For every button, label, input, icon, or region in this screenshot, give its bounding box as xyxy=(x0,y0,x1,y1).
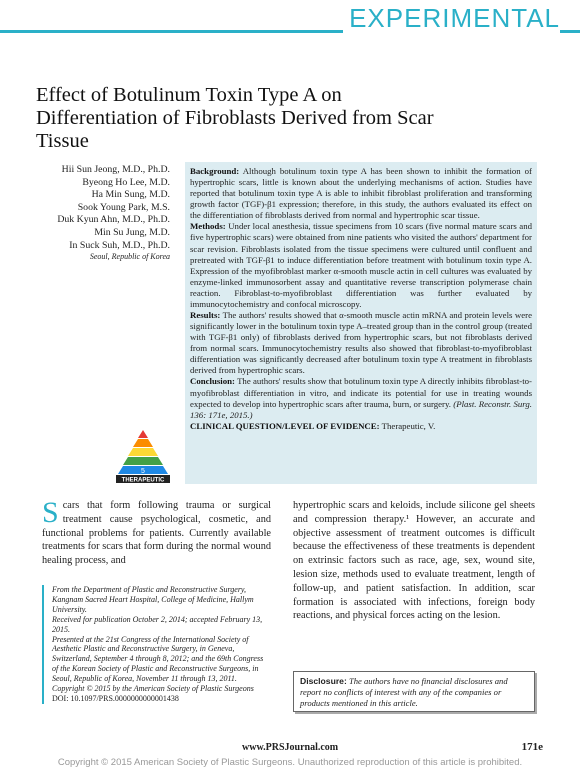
author: Hii Sun Jeong, M.D., Ph.D. xyxy=(61,164,170,175)
conclusion-label: Conclusion: xyxy=(190,376,235,387)
affiliation-note xyxy=(42,585,271,704)
journal-url[interactable]: www.PRSJournal.com xyxy=(242,742,339,753)
affiliation-copyright: Copyright © 2015 by the American Society of Plastic Surgeons xyxy=(52,684,254,694)
disclosure-box xyxy=(293,671,535,712)
affiliation-from: From the Department of Plastic and Reconstructive Surgery, Kangnam Sacred Heart Hospital, College of Medicine, Hallym University. xyxy=(52,585,254,614)
author: Duk Kyun Ahn, M.D., Ph.D. xyxy=(57,214,170,226)
body-text-1: cars that form following trauma or surgical treatment cause psychological, cosmetic, and functional problems for patients. Currently available treatments for scars that form during the normal wound healing process, and xyxy=(42,500,271,567)
drop-cap: S xyxy=(42,496,59,529)
evidence-pyramid-icon xyxy=(115,428,171,484)
background-label: Background: xyxy=(190,166,240,176)
abstract-evidence xyxy=(190,421,532,432)
evidence-label: CLINICAL QUESTION/LEVEL OF EVIDENCE: xyxy=(190,420,380,431)
abstract-conclusion xyxy=(190,376,532,420)
citation: (Plast. Reconstr. Surg. 136: 171e, 2015.) xyxy=(190,398,532,420)
affiliation-presented: Presented at the 21st Congress of the International Society of Aesthetic Plastic and Reconstructive Surgery, in Geneva, Switzerland, September 4 through 8, 2012; and the 69th Congress of the Korean Society of Plastic and Reconstructive Surgeons, in Seoul, Republic of Korea, November 11 through 13, 2011. xyxy=(52,634,264,684)
results-text: The authors' results showed that α-smooth muscle actin mRNA and protein levels were significantly lower in the botulinum toxin type A–treated group than in the control group (treated with TGF-β1 only) of fibroblasts derived from hypertrophic scars, but not fibroblasts derived from normal scars. Immunocytochemistry results also showed that fibroblast-to-myofibroblast differentiation was significantly decreased after botulinum toxin type A treatment in fibroblasts derived from hypertrophic scars. xyxy=(190,310,532,376)
author: In Suck Suh, M.D., Ph.D. xyxy=(69,239,170,251)
doi: DOI: 10.1097/PRS.0000000000001438 xyxy=(52,693,179,703)
author: Ha Min Sung, M.D. xyxy=(91,189,170,201)
conclusion-text: The authors' results show that botulinum toxin type A directly inhibits fibroblast-to-myofibroblast differentiation in vitro, and indicate its potential for use in treating wounds expected to develop into hypertrophic scars after trauma, burn, or surgery. xyxy=(190,376,532,409)
disclosure-text: The authors have no financial disclosures and report no conflicts of interest with any of the companies or products mentioned in this article. xyxy=(300,676,508,708)
disclosure-label: Disclosure: xyxy=(300,676,347,686)
affiliation-received: Received for publication October 2, 2014; accepted February 13, 2015. xyxy=(52,614,263,634)
abstract-box xyxy=(185,162,537,484)
article-title: Effect of Botulinum Toxin Type A on Differentiation of Fibroblasts Derived from Scar Tissue xyxy=(36,84,434,152)
abstract-methods xyxy=(190,221,532,310)
author: Byeong Ho Lee, M.D. xyxy=(82,176,170,188)
evidence-level: 5 xyxy=(141,468,145,475)
author: Min Su Jung, M.D. xyxy=(94,226,170,238)
author-location: Seoul, Republic of Korea xyxy=(89,252,170,261)
abstract-results xyxy=(190,310,532,376)
section-label: EXPERIMENTAL xyxy=(343,3,560,33)
results-label: Results: xyxy=(190,310,221,321)
evidence-badge-label: THERAPEUTIC xyxy=(121,477,165,484)
page-number: 171e xyxy=(521,741,543,753)
evidence-text: Therapeutic, V. xyxy=(381,420,436,431)
body-column-1 xyxy=(42,496,271,568)
methods-label: Methods: xyxy=(190,221,226,232)
author-list xyxy=(30,164,170,252)
background-text: Although botulinum toxin type A has been shown to inhibit the formation of hypertrophic scars, little is known about the underlying mechanisms of action. Studies have reported that botulinum toxin type A is able to inhibit fibroblast proliferation and transforming growth factor (TGF)-β1 expression; therefore, in this study, the authors evaluated its effect on the differentiation of fibroblasts derived from normal and hypertrophic scar tissue. xyxy=(190,166,532,221)
abstract-background xyxy=(190,166,532,221)
author: Sook Young Park, M.S. xyxy=(77,201,170,213)
body-column-2: hypertrophic scars and keloids, include silicone gel sheets and compression therapy.¹ However, an accurate and objective assessment of treatment outcomes is difficult because the effectiveness of these treatments is dependent on extrinsic factors such as race, age, sex, wound site, lesion size, methods used to evaluate treatment, length of follow-up, and patient satisfaction. In addition, scar formation is associated with infections, foreign body reactions, and physical forces acting on the lesion. xyxy=(293,500,535,622)
methods-text: Under local anesthesia, tissue specimens from 10 scars (five normal mature scars and five hypertrophic scars) were obtained from nine patients who visited the authors' department for scar revision. Fibroblasts isolated from the tissue specimens were cultured until confluent and pretreated with TGF-β1 to induce differentiation before treatment with botulinum toxin type A. Expression of the myofibroblast marker α-smooth muscle actin in cell cultures was evaluated by enzyme-linked immunosorbent assay and quantitative reverse transcription polymerase chain reaction. Fibroblast-to-myofibroblast differentiation was further evaluated by immunocytochemistry and confocal microscopy. xyxy=(190,221,532,309)
copyright-footer: Copyright © 2015 American Society of Plastic Surgeons. Unauthorized reproduction of this article is prohibited. xyxy=(57,757,523,768)
